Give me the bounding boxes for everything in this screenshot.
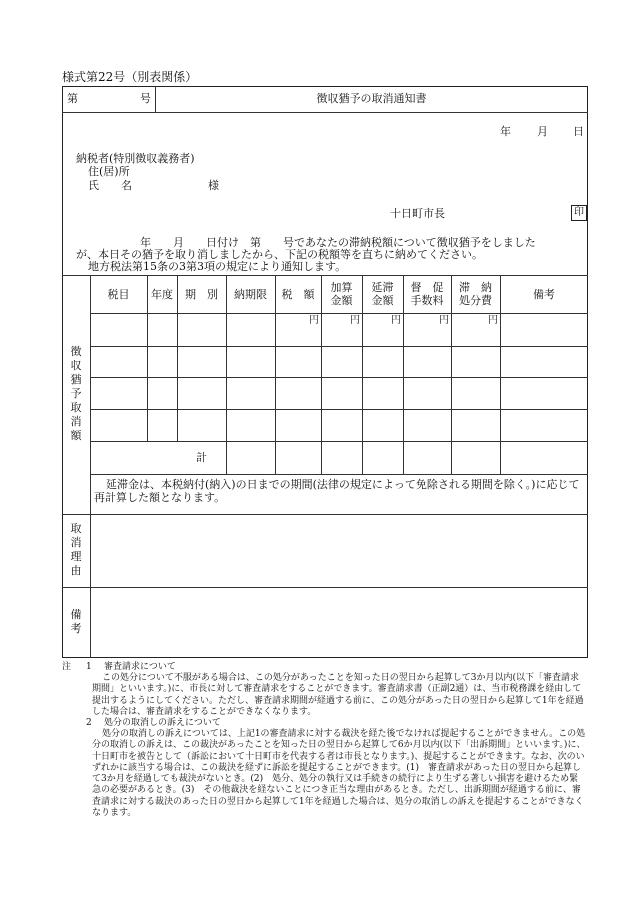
yen-unit: 円 xyxy=(488,315,498,326)
note-1-title: 審査請求について xyxy=(104,662,176,672)
date-month: 月 xyxy=(537,125,548,138)
side-label-cancelled-amount: 徴収猶予取消額 xyxy=(70,345,82,442)
column-header-due-date: 納期限 xyxy=(234,288,267,301)
name-label: 氏 名 xyxy=(88,179,132,192)
number-prefix: 第 xyxy=(67,92,78,105)
column-header-tax-amount: 税 額 xyxy=(281,288,315,301)
issuer-title: 十日町市長 xyxy=(390,207,445,220)
form-number-label: 様式第22号（別表関係） xyxy=(62,70,198,84)
grid-line xyxy=(62,514,588,515)
grid-line xyxy=(275,275,276,474)
grid-line xyxy=(90,474,588,475)
note-2-number: 2 xyxy=(86,718,92,728)
date-day: 日 xyxy=(573,125,584,138)
divider xyxy=(90,275,91,658)
column-header-disposition-cost: 滞 納 処分費 xyxy=(459,281,492,307)
note-1-body: この処分について不服がある場合は、この処分があったことを知った日の翌日から起算して3か月以内(以下「審査請求期間」といいます。)に、市長に対して審査請求をすることができます。審査請求書（正副2通）は、当市税務課を経由して提出するようにしてください。ただし、審査請求期間が経過する前に、この処分があった日の翌日から起算して1年を経過した場合は、審査請求をすることができなくなります。 xyxy=(92,673,584,717)
note-1-number: 1 xyxy=(86,662,92,672)
total-label: 計 xyxy=(196,451,207,464)
divider xyxy=(62,275,588,276)
yen-unit: 円 xyxy=(350,315,360,326)
yen-unit: 円 xyxy=(439,315,449,326)
column-header-additional: 加算 金額 xyxy=(330,281,353,307)
note-2-body: 処分の取消しの訴えについては、上記1の審査請求に対する裁決を経た後でなければ提起することができません。この処分の取消しの訴えは、この裁決があったことを知った日の翌日から起算して6か月以内(以下「出訴期間」といいます。)に、十日町市を被告として（訴訟において十日町市を代表する者は市長となります。)、提起することができます。なお、次のいずれかに該当する場合は、この裁決を経ずに訴訟を提起することができます。(1) 審査請求があった日の翌日から起算して3か月を経過しても裁決がないとき。(2) 処分、処分の執行又は手続きの続行により生ずる著しい損害を避けるため緊急の必要があるとき。(3) その他裁決を経ないことにつき正当な理由があるとき。ただし、出訴期間が経過する前に、審査請求に対する裁決のあった日の翌日から起算して1年を経過した場合は、処分の取消しの訴えを提起することができなくなります。 xyxy=(92,729,586,819)
date-year: 年 xyxy=(500,125,511,138)
form-frame xyxy=(62,86,588,658)
grid-line xyxy=(90,377,588,378)
intro-line-2: が、本日その猶予を取り消しましたから、下記の税額等を直ちに納めてください。 xyxy=(76,248,483,261)
grid-line xyxy=(90,346,588,347)
grid-line xyxy=(90,409,588,410)
taxpayer-label: 納税者(特別徴収義務者) xyxy=(76,152,195,165)
column-header-tax-item: 税目 xyxy=(107,288,130,301)
grid-line xyxy=(226,275,227,474)
address-label: 住(居)所 xyxy=(88,165,130,178)
intro-line-1: 年 月 日付け 第 号であなたの滞納税額について徴収猶予をしました xyxy=(140,236,536,249)
document-title: 徴収猶予の取消通知書 xyxy=(316,92,427,105)
grid-line xyxy=(500,275,501,474)
seal-mark: 印 xyxy=(571,205,587,221)
column-header-delinquency: 延滞 金額 xyxy=(371,281,394,307)
yen-unit: 円 xyxy=(309,315,319,326)
number-suffix: 号 xyxy=(140,92,151,105)
delinquency-note: 延滞金は、本税納付(納入)の日までの期間(法律の規定によって免除される期間を除く。)に応じて再計算した額となります。 xyxy=(94,478,580,504)
grid-line xyxy=(90,313,588,314)
column-header-remarks: 備考 xyxy=(533,288,555,301)
divider xyxy=(62,112,588,113)
column-header-fiscal-year: 年度 xyxy=(151,288,173,301)
intro-line-3: 地方税法第15条の3第3項の規定により通知します。 xyxy=(88,260,347,273)
note-2-title: 処分の取消しの訴えについて xyxy=(104,718,221,728)
remarks-label: 備考 xyxy=(70,608,82,635)
grid-line xyxy=(62,587,588,588)
yen-unit: 円 xyxy=(391,315,401,326)
notes-prefix: 注 xyxy=(62,662,72,672)
honorific: 様 xyxy=(208,179,219,192)
column-header-reminder-fee: 督 促 手数料 xyxy=(410,281,444,307)
reason-label: 取消理由 xyxy=(70,522,82,577)
grid-line xyxy=(90,441,588,442)
column-header-period: 期 別 xyxy=(185,288,218,301)
